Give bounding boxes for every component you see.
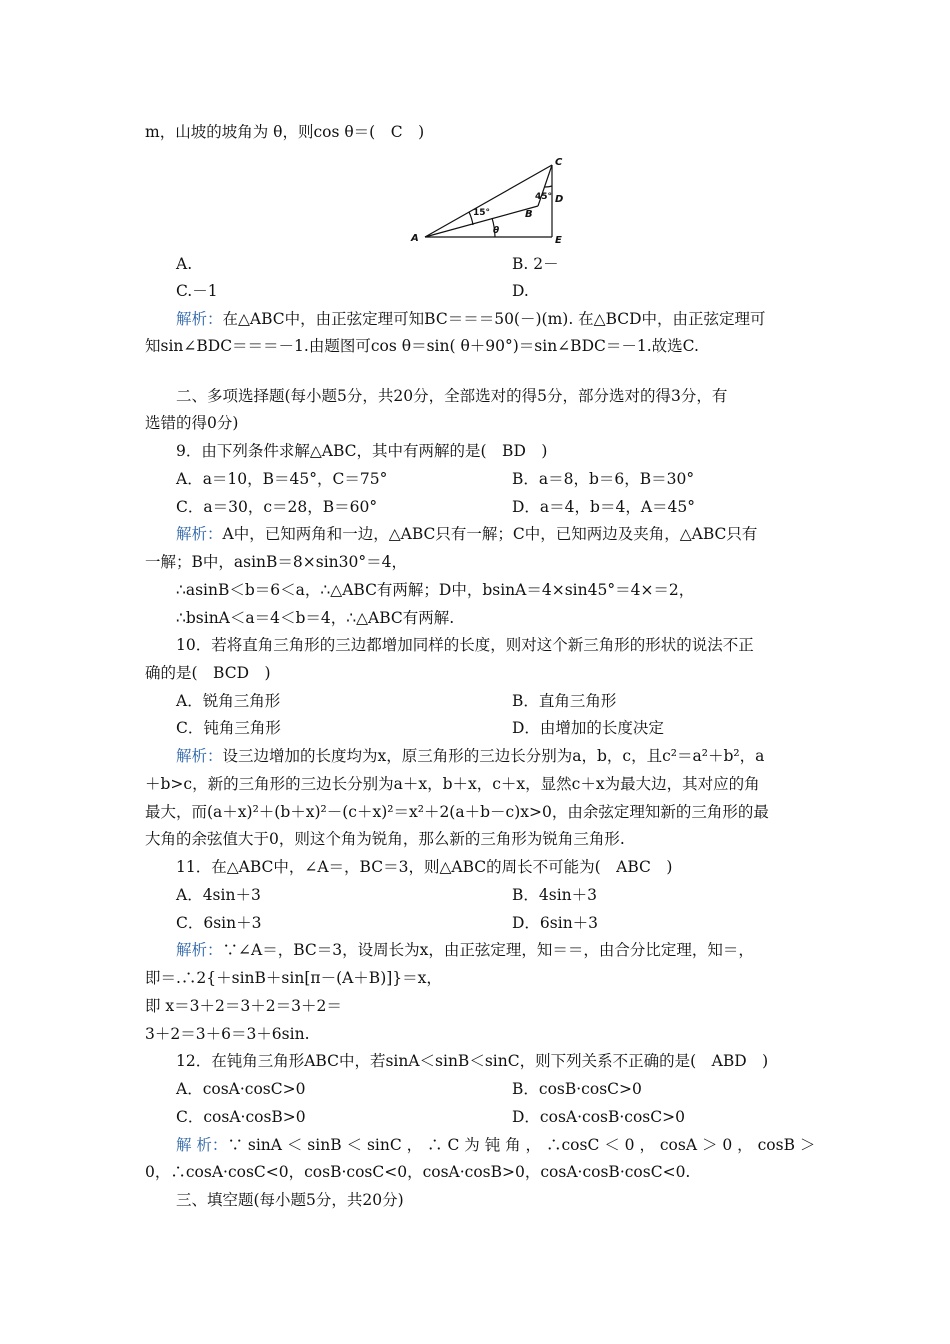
q11-solution-text: ∵∠A＝，BC＝3，设周长为x，由正弦定理，知＝＝，由合分比定理，知＝， [222,941,754,959]
q9-solution-text: A中，已知两角和一边，△ABC只有一解；C中，已知两边及夹角，△ABC只有 [222,525,758,543]
angle45-arc [545,186,552,187]
q12-option-c: C．cosA·cosB>0 [176,1108,306,1126]
q12-option-a: A．cosA·cosC>0 [176,1080,306,1098]
label-theta: θ [493,226,500,236]
solution-label: 解析： [176,310,223,328]
section2-heading-cont: 选错的得0分) [145,414,239,432]
label-e: E [555,235,562,245]
q8-option-b: B. 2－ [512,255,559,273]
q11-solution-line2: 即＝.∴2{＋sinB＋sin[π－(A＋B)]}＝x， [145,969,442,987]
q12-stem: 12．在钝角三角形ABC中，若sinA＜sinB＜sinC，则下列关系不正确的是( ABD ) [176,1052,769,1070]
q10-stem-line2: 确的是( BCD ) [145,664,271,682]
q10-option-c: C．钝角三角形 [176,719,281,737]
solution-label: 解析： [176,747,223,765]
q9-solution-line1 [176,524,757,544]
slope-triangle-figure [405,155,575,245]
q11-solution-line3: 即 x＝3＋2＝3＋2＝3＋2＝ [145,997,342,1015]
solution-label: 解 析： [176,1136,228,1154]
label-b: B [525,209,533,220]
q9-option-b: B．a＝8，b＝6，B＝30° [512,470,695,488]
q10-solution-line3: 最大，而(a＋x)²＋(b＋x)²－(c＋x)²＝x²＋2(a＋b－c)x>0，由余弦定理知新的三角形的最 [145,803,769,821]
q9-option-c: C．a＝30，c＝28，B＝60° [176,498,378,516]
q10-solution-line2: ＋b>c，新的三角形的三边长分别为a＋x，b＋x，c＋x，显然c＋x为最大边，其对应的角 [145,775,760,793]
section3-heading: 三、填空题(每小题5分，共20分) [176,1191,404,1209]
q12-option-d: D．cosA·cosB·cosC>0 [512,1108,685,1126]
line-ac [425,165,552,237]
label-c: C [555,157,563,168]
q8-solution-line1 [176,309,766,329]
q10-solution-text: 设三边增加的长度均为x，原三角形的三边长分别为a，b，c，且c²＝a²＋b²，a [222,747,765,765]
section2-heading: 二、多项选择题(每小题5分，共20分，全部选对的得5分，部分选对的得3分，有 [176,387,728,405]
q9-stem: 9．由下列条件求解△ABC，其中有两解的是( BD ) [176,442,548,460]
q11-option-c: C．6sin＋3 [176,914,262,932]
q8-option-a: A. [176,255,193,273]
q9-solution-line2: 一解；B中，asinB＝8×sin30°＝4， [145,553,407,571]
q11-solution-line1 [176,940,754,960]
q12-solution-line1 [176,1135,815,1155]
solution-label: 解析： [176,941,223,959]
q11-option-b: B．4sin＋3 [512,886,598,904]
q8-solution-line2: 知sin∠BDC＝＝＝－1.由题图可cos θ＝sin( θ＋90°)＝sin∠BDC＝－1.故选C. [145,337,699,355]
q8-option-d: D. [512,282,529,300]
q10-stem-line1: 10．若将直角三角形的三边都增加同样的长度，则对这个新三角形的形状的说法不正 [176,636,754,654]
q10-option-d: D．由增加的长度决定 [512,719,664,737]
q10-option-a: A．锐角三角形 [176,692,281,710]
label-45: 45° [535,192,553,202]
q8-option-c: C.－1 [176,282,218,300]
solution-label: 解析： [176,525,223,543]
q11-option-a: A．4sin＋3 [176,886,261,904]
q9-solution-line3: ∴asinB＜b＝6＜a，∴△ABC有两解；D中，bsinA＝4×sin45°＝4×＝2， [176,581,695,599]
q12-option-b: B．cosB·cosC>0 [512,1080,642,1098]
q11-option-d: D．6sin＋3 [512,914,599,932]
q8-solution-text: 在△ABC中，由正弦定理可知BC＝＝＝50(－)(m). 在△BCD中，由正弦定理可 [222,310,766,328]
q10-solution-line1 [176,746,764,766]
q10-solution-line4: 大角的余弦值大于0，则这个角为锐角，那么新的三角形为锐角三角形. [145,830,625,848]
q9-option-a: A．a＝10，B＝45°，C＝75° [176,470,388,488]
q11-stem: 11．在△ABC中，∠A＝，BC＝3，则△ABC的周长不可能为( ABC ) [176,858,673,876]
q9-solution-line4: ∴bsinA＜a＝4＜b＝4，∴△ABC有两解. [176,609,455,627]
q8-stem: m，山坡的坡角为 θ，则cos θ＝( C ) [145,123,425,141]
label-15: 15° [473,208,491,218]
q9-option-d: D．a＝4，b＝4，A＝45° [512,498,695,516]
q11-solution-line4: 3＋2＝3＋6＝3＋6sin. [145,1025,310,1043]
q12-solution-line2: 0，∴cosA·cosC<0，cosB·cosC<0，cosA·cosB>0，cosA·cosB·cosC<0. [145,1163,691,1181]
label-d: D [555,194,564,205]
label-a: A [411,233,419,244]
q10-option-b: B．直角三角形 [512,692,617,710]
q12-solution-text: ∵ sinA ＜ sinB ＜ sinC ， ∴ C 为 钝 角 ， ∴cosC ＜ 0 ， cosA ＞ 0 ， cosB ＞ [227,1136,816,1154]
